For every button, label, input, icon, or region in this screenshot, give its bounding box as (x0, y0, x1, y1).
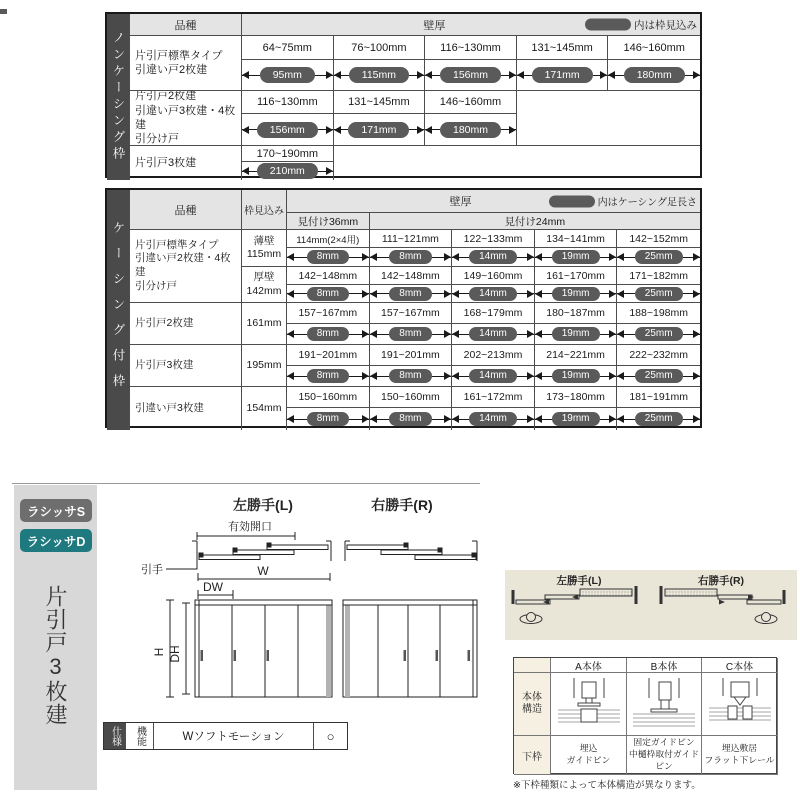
legend-pill-swatch (585, 19, 631, 31)
wall-range: 171~182mm (617, 267, 700, 285)
empty-cell (517, 91, 700, 146)
section-title-wrap (14, 585, 97, 785)
w-label: W (257, 564, 269, 578)
wall-range: 142~148mm (370, 267, 453, 285)
jamb-depth-cell (242, 303, 287, 345)
h-label: H (152, 647, 166, 657)
casing-leg-pill: 14mm (469, 287, 517, 301)
casing-leg-cell (287, 248, 370, 267)
frame-depth-pill: 115mm (349, 67, 409, 83)
frame-depth-cell (425, 60, 517, 91)
elevation-right (343, 600, 477, 697)
casing-leg-cell (287, 366, 370, 387)
section-lines (709, 678, 771, 720)
casing-leg-cell (617, 248, 700, 267)
casing-leg-pill: 14mm (469, 412, 517, 426)
jamb-depth-header: 枠見込み (242, 190, 287, 230)
casing-leg-pill: 25mm (635, 412, 683, 426)
casing-leg-pill: 19mm (552, 250, 600, 264)
door-frame (195, 600, 332, 697)
bottom-rail-label: 下枠 (514, 736, 551, 775)
casing-leg-cell (617, 324, 700, 345)
dimension-lines (166, 573, 330, 697)
casing-leg-cell (535, 324, 618, 345)
cross-section-c (705, 676, 775, 732)
frame-depth-pill: 95mm (260, 67, 315, 83)
wall-thickness-header (287, 190, 700, 213)
casing-leg-pill: 8mm (389, 327, 431, 341)
wall-range: 150~160mm (287, 387, 370, 408)
legend-text: 内はケーシング足長さ (597, 197, 697, 209)
kind-header: 品種 (130, 14, 242, 36)
wall-range: 222~232mm (617, 345, 700, 366)
table-sidebar (107, 14, 130, 180)
jamb-line: 薄壁 (253, 234, 275, 247)
wall-range: 170~190mm (242, 146, 334, 162)
casing-leg-cell (535, 408, 618, 430)
structure-table (513, 657, 777, 774)
effective-opening-label: 有効開口 (228, 521, 272, 533)
handedness-diagram (505, 570, 797, 640)
wall-range: 191~201mm (287, 345, 370, 366)
panel-left-title: 左勝手(L) (556, 575, 602, 587)
frame-depth-pill: 180mm (624, 67, 685, 83)
jamb-line: 厚壁 (253, 271, 275, 284)
wall-range: 111~121mm (370, 230, 453, 248)
empty-cell (334, 146, 700, 180)
casing-leg-pill: 8mm (389, 287, 431, 301)
casing-leg-pill: 8mm (307, 250, 349, 264)
casing-leg-pill: 14mm (469, 369, 517, 383)
casing-frame-table (105, 188, 702, 428)
casing-leg-pill: 8mm (307, 287, 349, 301)
wall-range: 202~213mm (452, 345, 535, 366)
section-divider (12, 483, 480, 484)
wall-range: 149~160mm (452, 267, 535, 285)
left-jamb (345, 541, 350, 561)
wall-range: 214~221mm (535, 345, 618, 366)
wall-range: 131~145mm (334, 91, 426, 114)
cell-line: 埋込敷居 (721, 743, 758, 754)
pocket-panel (665, 589, 717, 596)
casing-leg-cell (452, 408, 535, 430)
door-pulls (404, 650, 471, 661)
section-title: 片引戸3枚建 (43, 585, 68, 726)
jamb-depth-cell (242, 387, 287, 430)
effective-opening-dim (197, 532, 295, 540)
cross-section-a (554, 676, 624, 732)
jamb-line: 154mm (246, 401, 282, 414)
casing-leg-pill: 25mm (635, 250, 683, 264)
sidebar-label: ケーシング付枠 (111, 220, 125, 400)
casing-leg-cell (535, 285, 618, 303)
wall-range: 122~133mm (452, 230, 535, 248)
row-name (130, 36, 242, 91)
wall-range: 168~179mm (452, 303, 535, 324)
wall-range: 191~201mm (370, 345, 453, 366)
cell-line: 固定ガイドピン (633, 737, 695, 748)
cell-line: 中樋枠取付ガイドピン (628, 749, 700, 771)
wall-range: 180~187mm (535, 303, 618, 324)
frame-depth-cell (425, 114, 517, 146)
frame-depth-cell (334, 60, 426, 91)
casing-leg-pill: 8mm (307, 327, 349, 341)
door-panel-plan (199, 555, 260, 560)
wall-range: 157~167mm (287, 303, 370, 324)
row-name-line: 引違い戸3枚建・4枚建 (135, 104, 236, 131)
pull-label: 引手 (141, 564, 163, 576)
casing-leg-pill: 19mm (552, 327, 600, 341)
casing-leg-cell (287, 285, 370, 303)
legend-pill-swatch (549, 195, 595, 207)
row-name (130, 146, 242, 180)
frame-depth-cell (334, 114, 426, 146)
frame-depth-pill: 210mm (257, 163, 318, 179)
person-icon (762, 613, 771, 622)
wall-thickness-label: 壁厚 (423, 19, 446, 32)
frame-depth-pill: 156mm (257, 122, 318, 138)
row-name-line: 引分け戸 (135, 133, 179, 146)
body-c-diagram (702, 673, 778, 736)
panel-right-title: 右勝手(R) (697, 575, 745, 587)
section-lines (558, 678, 620, 722)
wall-range: 64~75mm (242, 36, 334, 60)
casing-leg-pill: 8mm (307, 412, 349, 426)
mini-plan-left (513, 586, 636, 624)
wall-range: 116~130mm (242, 91, 334, 114)
jamb-line: 195mm (246, 358, 282, 371)
frame-depth-cell (242, 114, 334, 146)
jamb-line: 115mm (246, 248, 282, 260)
label-line: 構造 (522, 704, 542, 715)
plan-view-right (345, 541, 477, 561)
casing-leg-pill: 14mm (469, 327, 517, 341)
door-panel-plan (267, 545, 328, 550)
casing-leg-cell (617, 366, 700, 387)
person-icon (527, 613, 536, 622)
wall-range: 146~160mm (608, 36, 700, 60)
cell-line: 埋込 (579, 743, 598, 754)
casing-leg-pill: 25mm (635, 327, 683, 341)
wall-range: 161~170mm (535, 267, 618, 285)
body-a-header: A本体 (551, 658, 627, 673)
row-name-line: 片引戸2枚建 (135, 316, 194, 329)
layout-diagram (100, 486, 500, 716)
casing-leg-pill: 8mm (389, 412, 431, 426)
wall-thickness-label: 壁厚 (449, 196, 472, 208)
casing-leg-pill: 8mm (307, 369, 349, 383)
function-name: Wソフトモーション (154, 723, 314, 749)
wall-range: 188~198mm (617, 303, 700, 324)
door-pulls (201, 650, 270, 661)
wall-range: 157~167mm (370, 303, 453, 324)
casing-leg-cell (287, 324, 370, 345)
label-line: 本体 (522, 691, 542, 703)
casing-leg-cell (452, 324, 535, 345)
series-badge-lasissa-s: ラシッサS (20, 499, 92, 522)
bottom-rail-c (702, 736, 778, 775)
cross-section-b (629, 676, 699, 732)
body-a-diagram (551, 673, 627, 736)
jamb-depth-cell (242, 230, 287, 267)
cell-line: フラット下レール (704, 755, 775, 765)
casing-leg-cell (370, 408, 453, 430)
bottom-rail-a (551, 736, 627, 775)
dh-label: DH (168, 645, 182, 663)
casing-leg-pill: 8mm (389, 369, 431, 383)
table-sidebar (107, 190, 130, 430)
section-lines (633, 678, 695, 726)
panel-lines (195, 600, 332, 697)
row-name-line: 引違い戸3枚建 (135, 401, 204, 414)
series-strip (14, 485, 97, 790)
row-name-line: 引違い戸2枚建 (135, 64, 208, 76)
casing-leg-cell (370, 248, 453, 267)
casing-leg-pill: 25mm (635, 369, 683, 383)
frame-depth-cell (517, 60, 609, 91)
right-hand-title: 右勝手(R) (371, 497, 433, 513)
casing-leg-cell (370, 366, 453, 387)
dw-label: DW (203, 580, 223, 594)
door-frame (343, 600, 477, 697)
casing-leg-cell (370, 324, 453, 345)
wall-range: 142~148mm (287, 267, 370, 285)
casing-leg-cell (370, 285, 453, 303)
kind-header: 品種 (130, 190, 242, 230)
casing-leg-cell (617, 285, 700, 303)
casing-leg-cell (287, 408, 370, 430)
casing-leg-cell (452, 248, 535, 267)
frame-depth-pill: 180mm (440, 122, 501, 138)
wall-range: 142~152mm (617, 230, 700, 248)
spec-table (103, 722, 348, 750)
row-name (130, 303, 242, 345)
wall-range: 181~191mm (617, 387, 700, 408)
panel-lines (343, 600, 477, 697)
row-name (130, 387, 242, 430)
row-name (130, 230, 242, 303)
legend-text: 内は枠見込み (633, 19, 697, 31)
right-jamb (326, 541, 331, 561)
wall-range: 134~141mm (535, 230, 618, 248)
pull-leader-line (166, 561, 197, 569)
cell-line: ガイドピン (566, 755, 611, 765)
mitsuke36-header: 見付け36mm (287, 213, 370, 230)
mitsuke24-header: 見付け24mm (370, 213, 700, 230)
casing-leg-cell (617, 408, 700, 430)
jamb-line: 142mm (246, 284, 282, 297)
row-name-line: 片引戸標準タイプ (135, 49, 223, 62)
casing-leg-pill: 19mm (552, 412, 600, 426)
pocket-strip (345, 605, 350, 697)
row-name-line: 引違い戸2枚建・4枚建 (135, 252, 231, 278)
function-availability: ○ (326, 728, 335, 744)
dh-dim (182, 603, 190, 694)
structure-row-label (514, 673, 551, 736)
left-hand-title: 左勝手(L) (233, 497, 293, 513)
door-panel-plan (415, 555, 476, 560)
casing-leg-pill: 8mm (389, 250, 431, 264)
wall-range: 116~130mm (425, 36, 517, 60)
footnote: ※下枠種類によって本体構造が異なります。 (513, 780, 701, 791)
row-name (130, 91, 242, 146)
wall-range: 150~160mm (370, 387, 453, 408)
wall-range: 131~145mm (517, 36, 609, 60)
wall-range: 146~160mm (425, 91, 517, 114)
row-name-line: 片引戸2枚建 (135, 91, 197, 103)
panel-bar (747, 600, 781, 604)
elevation-left (195, 600, 332, 697)
legend (549, 194, 697, 209)
row-name-line: 片引戸3枚建 (135, 358, 194, 371)
frame-depth-cell (608, 60, 700, 91)
sidebar-label: ノンケーシング枠 (111, 31, 125, 163)
page-edge-mark (0, 9, 7, 14)
casing-leg-cell (535, 248, 618, 267)
spec-label: 仕様 (104, 723, 126, 749)
casing-leg-pill: 14mm (469, 250, 517, 264)
wall-range: 76~100mm (334, 36, 426, 60)
door-panel-plan (381, 550, 442, 555)
casing-leg-pill: 25mm (635, 287, 683, 301)
wall-range: 161~172mm (452, 387, 535, 408)
wall-range: 114mm(2×4用) (287, 230, 370, 248)
corner-cell (514, 658, 551, 673)
row-name-line: 片引戸3枚建 (135, 156, 197, 169)
noncasing-frame-table (105, 12, 702, 178)
wall-thickness-header (242, 14, 700, 36)
body-b-diagram (627, 673, 702, 736)
mini-plan-right (661, 586, 784, 624)
body-b-header: B本体 (627, 658, 702, 673)
diagram-labels (141, 497, 433, 663)
casing-leg-pill: 19mm (552, 369, 600, 383)
pocket-panel (580, 589, 632, 596)
legend (585, 17, 697, 32)
frame-depth-pill: 156mm (440, 67, 501, 83)
series-badge-lasissa-d: ラシッサD (20, 529, 92, 552)
casing-leg-pill: 19mm (552, 287, 600, 301)
bottom-rail-b (627, 736, 702, 775)
frame-depth-cell (242, 60, 334, 91)
panel-bar (718, 595, 752, 599)
row-name-line: 片引戸標準タイプ (135, 238, 219, 251)
pocket-strip (326, 605, 331, 697)
left-jamb (192, 541, 197, 561)
function-label: 機能 (126, 723, 154, 749)
door-panel-plan (347, 545, 408, 550)
jamb-depth-cell (242, 345, 287, 387)
frame-depth-pill: 171mm (348, 122, 409, 138)
jamb-line: 161mm (246, 316, 282, 329)
frame-depth-pill: 171mm (532, 67, 593, 83)
casing-leg-cell (452, 285, 535, 303)
frame-depth-cell (242, 162, 334, 180)
panel-labels (557, 574, 745, 587)
jamb-depth-cell (242, 267, 287, 303)
row-name-line: 引分け戸 (135, 279, 177, 292)
wall-range: 173~180mm (535, 387, 618, 408)
door-panel-plan (233, 550, 294, 555)
body-c-header: C本体 (702, 658, 778, 673)
plan-view-left (166, 532, 331, 569)
casing-leg-cell (452, 366, 535, 387)
casing-leg-cell (535, 366, 618, 387)
row-name (130, 345, 242, 387)
